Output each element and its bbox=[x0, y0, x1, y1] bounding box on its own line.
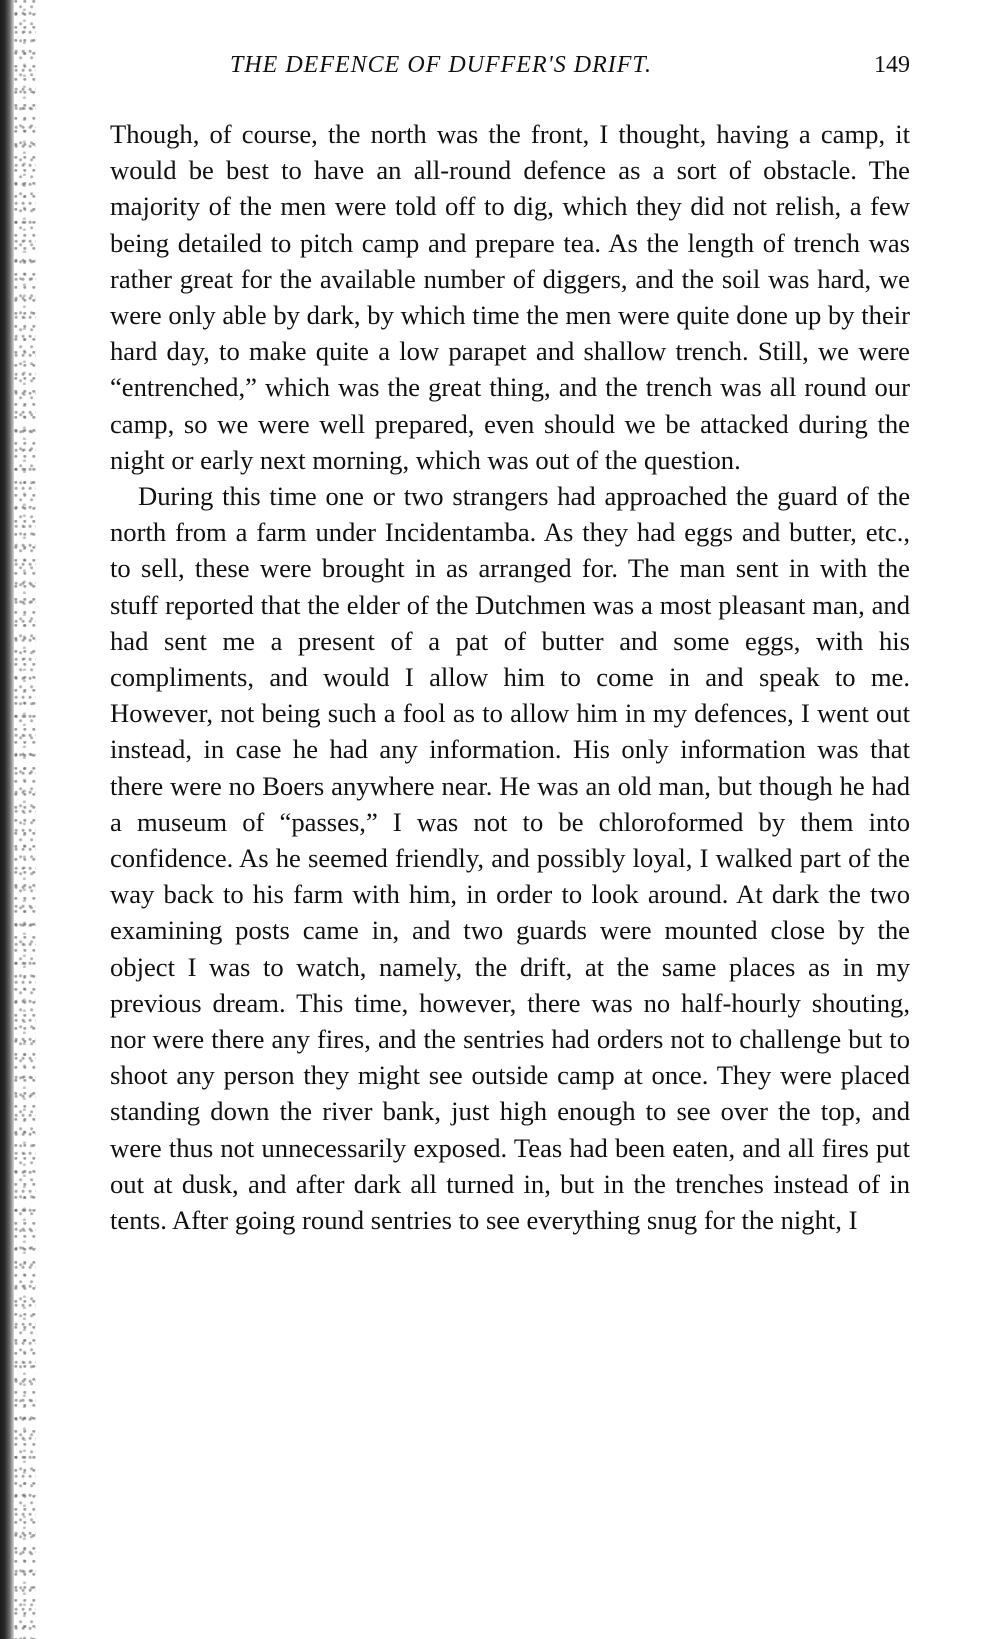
paragraph: Though, of course, the north was the front, I thought, having a camp, it would be best to have an all-round defence as a sort of obstacle. The majority of the men were told off to dig, which they did not relish, a few being detailed to pitch camp and prepare tea. As the length of trench was rather great for the available number of diggers, and the soil was hard, we were only able by dark, by which time the men were quite done up by their hard day, to make quite a low parapet and shallow trench. Still, we were “entrenched,” which was the great thing, and the trench was all round our camp, so we were well prepared, even should we be attacked during the night or early next morning, which was out of the question. bbox=[110, 119, 910, 475]
running-title: THE DEFENCE OF DUFFER'S DRIFT. bbox=[230, 52, 652, 78]
page-number: 149 bbox=[874, 52, 910, 78]
body-text bbox=[110, 116, 910, 1238]
paragraph: During this time one or two strangers had approached the guard of the north from a farm under Incidentamba. As they had eggs and butter, etc., to sell, these were brought in as arranged for. The man sent in with the stuff reported that the elder of the Dutchmen was a most pleasant man, and had sent me a present of a pat of butter and some eggs, with his compliments, and would I allow him to come in and speak to me. However, not being such a fool as to allow him in my defences, I went out instead, in case he had any information. His only information was that there were no Boers anywhere near. He was an old man, but though he had a museum of “passes,” I was not to be chloroformed by them into confidence. As he seemed friendly, and possibly loyal, I walked part of the way back to his farm with him, in order to look around. At dark the two examining posts came in, and two guards were mounted close by the object I was to watch, namely, the drift, at the same places as in my previous dream. This time, however, there was no half-hourly shouting, nor were there any fires, and the sentries had orders not to challenge but to shoot any person they might see outside camp at once. They were placed standing down the river bank, just high enough to see over the top, and were thus not unnecessarily exposed. Teas had been eaten, and all fires put out at dusk, and after dark all turned in, but in the trenches instead of in tents. After going round sentries to see everything snug for the night, I bbox=[110, 481, 910, 1236]
running-header bbox=[110, 52, 910, 96]
page-binding-speckle bbox=[14, 0, 36, 1639]
page-binding-shadow bbox=[0, 0, 14, 1639]
